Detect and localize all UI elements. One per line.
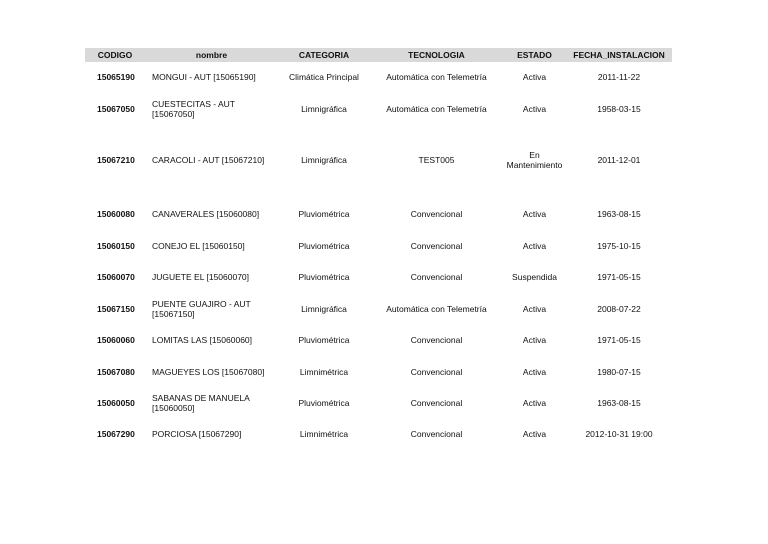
estado-cell: Activa [522, 209, 547, 219]
header-tecnologia: TECNOLOGIA [370, 48, 503, 62]
codigo-cell: 15060080 [97, 209, 135, 219]
tecnologia-cell: TEST005 [418, 155, 455, 165]
categoria-cell: Limnimétrica [299, 366, 349, 377]
fecha-instalacion-cell: 2011-12-01 [597, 155, 641, 165]
table-row [85, 233, 672, 258]
tecnologia-cell: Automática con Telemetría [386, 72, 487, 82]
codigo-cell: 15060070 [97, 272, 135, 282]
estado-cell: Activa [522, 335, 547, 345]
tecnologia-cell: Convencional [410, 366, 463, 377]
nombre-cell: LOMITAS LAS [15060060] [152, 335, 253, 345]
codigo-cell: 15067080 [97, 366, 135, 377]
estado-cell: Suspendida [512, 272, 557, 282]
fecha-instalacion-cell: 1980-07-15 [597, 366, 641, 377]
categoria-cell: Limnimétrica [299, 429, 349, 439]
estado-cell: En Mantenimiento [506, 150, 563, 170]
table-row [85, 195, 672, 233]
nombre-cell: PORCIOSA [15067290] [152, 429, 242, 439]
codigo-cell: 15060060 [97, 335, 135, 345]
tecnologia-cell: Convencional [410, 398, 463, 408]
categoria-cell: Limnigráfica [301, 155, 347, 165]
tecnologia-cell: Convencional [410, 209, 463, 219]
codigo-cell: 15067210 [97, 155, 135, 165]
table-row [85, 422, 672, 446]
table-row [85, 92, 672, 125]
nombre-cell: MAGUEYES LOS [15067080] [152, 366, 265, 377]
table-body [85, 62, 672, 446]
fecha-instalacion-cell: 1963-08-15 [597, 398, 641, 408]
tecnologia-cell: Automática con Telemetría [386, 103, 487, 114]
fecha-instalacion-cell: 2008-07-22 [597, 303, 641, 314]
table-row [85, 321, 672, 359]
table-row [85, 296, 672, 321]
fecha-instalacion-cell: 1971-05-15 [597, 272, 641, 282]
tecnologia-cell: Convencional [410, 240, 463, 251]
categoria-cell: Climática Principal [289, 72, 359, 82]
header-estado: ESTADO [503, 48, 566, 62]
fecha-instalacion-cell: 2012-10-31 19:00 [585, 429, 653, 439]
nombre-cell: CUESTECITAS - AUT [15067050] [152, 98, 235, 119]
estado-cell: Activa [522, 240, 547, 251]
header-codigo: CODIGO [85, 48, 145, 62]
estado-cell: Activa [522, 103, 547, 114]
estado-cell: Activa [522, 366, 547, 377]
header-nombre: nombre [145, 48, 278, 62]
table-header [85, 48, 672, 62]
tecnologia-cell: Convencional [410, 335, 463, 345]
table-row [85, 125, 672, 195]
categoria-cell: Limnigráfica [301, 103, 347, 114]
nombre-cell: CANAVERALES [15060080] [152, 209, 260, 219]
header-fecha-instalacion: FECHA_INSTALACION [566, 48, 672, 62]
codigo-cell: 15060050 [97, 398, 135, 408]
nombre-cell: CONEJO EL [15060150] [152, 240, 245, 251]
table-row [85, 359, 672, 384]
categoria-cell: Limnigráfica [301, 303, 347, 314]
estado-cell: Activa [522, 429, 547, 439]
fecha-instalacion-cell: 2011-11-22 [597, 72, 641, 82]
tecnologia-cell: Convencional [410, 429, 463, 439]
nombre-cell: JUGUETE EL [15060070] [152, 272, 250, 282]
codigo-cell: 15067290 [97, 429, 135, 439]
codigo-cell: 15065190 [97, 72, 135, 82]
nombre-cell: PUENTE GUAJIRO - AUT [15067150] [152, 298, 251, 319]
header-categoria: CATEGORIA [278, 48, 370, 62]
codigo-cell: 15060150 [97, 240, 135, 251]
tecnologia-cell: Convencional [410, 272, 463, 282]
tecnologia-cell: Automática con Telemetría [386, 303, 487, 314]
estado-cell: Activa [522, 398, 547, 408]
fecha-instalacion-cell: 1958-03-15 [597, 103, 641, 114]
stations-table [85, 48, 672, 446]
categoria-cell: Pluviométrica [298, 240, 350, 251]
codigo-cell: 15067150 [97, 303, 135, 314]
estado-cell: Activa [522, 72, 547, 82]
table-row [85, 384, 672, 422]
fecha-instalacion-cell: 1963-08-15 [597, 209, 641, 219]
nombre-cell: SABANAS DE MANUELA [15060050] [152, 393, 250, 413]
fecha-instalacion-cell: 1971-05-15 [597, 335, 641, 345]
categoria-cell: Pluviométrica [298, 272, 350, 282]
categoria-cell: Pluviométrica [298, 398, 350, 408]
fecha-instalacion-cell: 1975-10-15 [597, 240, 641, 251]
categoria-cell: Pluviométrica [298, 335, 350, 345]
codigo-cell: 15067050 [97, 103, 135, 114]
table-row [85, 62, 672, 92]
estado-cell: Activa [522, 303, 547, 314]
nombre-cell: CARACOLI - AUT [15067210] [152, 155, 265, 165]
categoria-cell: Pluviométrica [298, 209, 350, 219]
table-row [85, 258, 672, 296]
nombre-cell: MONGUI - AUT [15065190] [152, 72, 256, 82]
